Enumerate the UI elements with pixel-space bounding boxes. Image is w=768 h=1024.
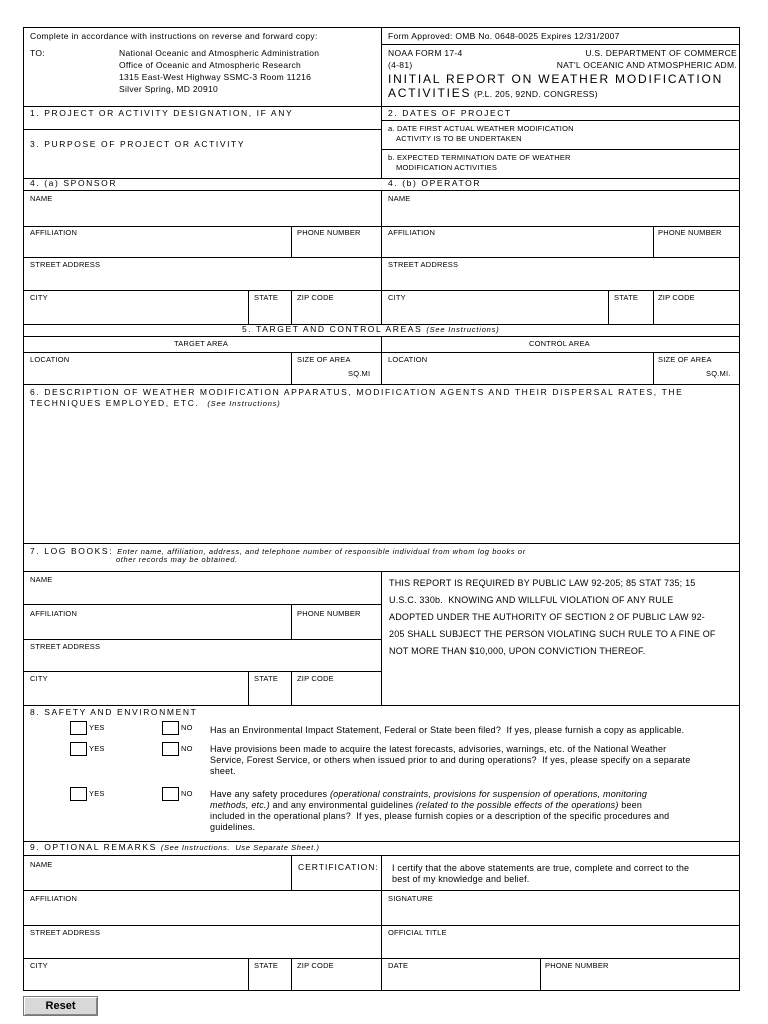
remarks-street-label: STREET ADDRESS <box>30 928 101 937</box>
eis-yes-checkbox[interactable] <box>70 721 87 735</box>
question-forecasts: Have provisions been made to acquire the latest forecasts, advisories, warnings, etc. of the National Weather <box>210 744 667 754</box>
sponsor-zip-label: ZIP CODE <box>297 293 334 302</box>
question-forecasts-cont: Service, Forest Service, or others when issued prior to and during operations? If yes, please specify on a separate <box>210 755 691 765</box>
target-size-label: SIZE OF AREA <box>297 355 351 364</box>
cert-phone-label: PHONE NUMBER <box>545 961 609 970</box>
department: U.S. DEPARTMENT OF COMMERCE <box>585 48 737 58</box>
remarks-city-label: CITY <box>30 961 48 970</box>
to-label: TO: <box>30 48 45 58</box>
logbook-street-label: STREET ADDRESS <box>30 642 101 651</box>
logbook-name-label: NAME <box>30 575 53 584</box>
section-6-label-cont: TECHNIQUES EMPLOYED, ETC. (See Instructions) <box>30 398 281 408</box>
forecast-no-checkbox[interactable] <box>162 742 179 756</box>
sponsor-name-label: NAME <box>30 194 53 203</box>
question-safety-cont: guidelines. <box>210 822 256 832</box>
operator-phone-label: PHONE NUMBER <box>658 228 722 237</box>
certification-text-cont: best of my knowledge and belief. <box>392 874 530 884</box>
logbook-state-label: STATE <box>254 674 279 683</box>
section-6-label: 6. DESCRIPTION OF WEATHER MODIFICATION APPARATUS, MODIFICATION AGENTS AND THEIR DISPERSAL RATES, THE <box>30 387 684 397</box>
sponsor-street-label: STREET ADDRESS <box>30 260 101 269</box>
no-label: NO <box>181 744 193 753</box>
yes-label: YES <box>89 744 105 753</box>
address-line: 1315 East-West Highway SSMC-3 Room 11216 <box>119 72 312 82</box>
yes-label: YES <box>89 723 105 732</box>
question-eis: Has an Environmental Impact Statement, Federal or State been filed? If yes, please furnish a copy as applicable. <box>210 725 685 735</box>
question-forecasts-cont: sheet. <box>210 766 236 776</box>
remarks-affiliation-label: AFFILIATION <box>30 894 78 903</box>
section-9-label: 9. OPTIONAL REMARKS (See Instructions. Use Separate Sheet.) <box>30 842 320 852</box>
control-size-label: SIZE OF AREA <box>658 355 712 364</box>
logbook-zip-label: ZIP CODE <box>297 674 334 683</box>
form-date: (4-81) <box>388 60 413 70</box>
logbook-city-label: CITY <box>30 674 48 683</box>
operator-affiliation-label: AFFILIATION <box>388 228 436 237</box>
sponsor-affiliation-label: AFFILIATION <box>30 228 78 237</box>
section-2a-label-cont: ACTIVITY IS TO BE UNDERTAKEN <box>396 134 522 143</box>
target-location-label: LOCATION <box>30 355 70 364</box>
instruction-text: Complete in accordance with instructions on reverse and forward copy: <box>30 31 318 41</box>
address-line: Silver Spring, MD 20910 <box>119 84 219 94</box>
omb-approval: Form Approved: OMB No. 0648-0025 Expires 12/31/2007 <box>388 31 620 41</box>
section-2b-label: b. EXPECTED TERMINATION DATE OF WEATHER <box>388 153 571 162</box>
control-area-heading: CONTROL AREA <box>529 339 590 348</box>
signature-label: SIGNATURE <box>388 894 433 903</box>
section-1-label: 1. PROJECT OR ACTIVITY DESIGNATION, IF ANY <box>30 108 294 118</box>
operator-zip-label: ZIP CODE <box>658 293 695 302</box>
remarks-state-label: STATE <box>254 961 279 970</box>
logbook-affiliation-label: AFFILIATION <box>30 609 78 618</box>
section-2a-label: a. DATE FIRST ACTUAL WEATHER MODIFICATION <box>388 124 574 133</box>
form-title-line2: ACTIVITIES <box>388 86 472 100</box>
target-area-heading: TARGET AREA <box>174 339 229 348</box>
certification-label: CERTIFICATION: <box>298 862 379 872</box>
operator-street-label: STREET ADDRESS <box>388 260 459 269</box>
target-sqmi-unit: SQ.MI <box>348 369 371 378</box>
certification-text: I certify that the above statements are true, complete and correct to the <box>392 863 690 873</box>
no-label: NO <box>181 723 193 732</box>
section-3-label: 3. PURPOSE OF PROJECT OR ACTIVITY <box>30 139 246 149</box>
reset-button[interactable]: Reset <box>23 996 98 1016</box>
section-5-label: 5. TARGET AND CONTROL AREAS (See Instructions) <box>242 324 500 334</box>
section-8-label: 8. SAFETY AND ENVIRONMENT <box>30 707 198 717</box>
safety-yes-checkbox[interactable] <box>70 787 87 801</box>
control-sqmi-unit: SQ.MI. <box>706 369 731 378</box>
form-title: INITIAL REPORT ON WEATHER MODIFICATION <box>388 72 724 86</box>
sponsor-phone-label: PHONE NUMBER <box>297 228 361 237</box>
yes-label: YES <box>89 789 105 798</box>
remarks-zip-label: ZIP CODE <box>297 961 334 970</box>
section-2-label: 2. DATES OF PROJECT <box>388 108 512 118</box>
sponsor-city-label: CITY <box>30 293 48 302</box>
operator-name-label: NAME <box>388 194 411 203</box>
section-7-label: 7. LOG BOOKS: Enter name, affiliation, address, and telephone number of responsible individual from whom log books or <box>30 546 526 556</box>
question-safety-cont: included in the operational plans? If yes, please furnish copies or a description of the specific procedures and <box>210 811 670 821</box>
operator-state-label: STATE <box>614 293 639 302</box>
forecast-yes-checkbox[interactable] <box>70 742 87 756</box>
remarks-name-label: NAME <box>30 860 53 869</box>
official-title-label: OFFICIAL TITLE <box>388 928 447 937</box>
date-label: DATE <box>388 961 409 970</box>
sponsor-state-label: STATE <box>254 293 279 302</box>
weather-modification-report-form <box>23 27 740 991</box>
section-4a-label: 4. (a) SPONSOR <box>30 178 118 188</box>
section-7-note-cont: other records may be obtained. <box>116 555 238 564</box>
question-safety-cont: methods, etc.) and any environmental guidelines (related to the possible effects of the operations) been <box>210 800 643 810</box>
control-location-label: LOCATION <box>388 355 428 364</box>
safety-no-checkbox[interactable] <box>162 787 179 801</box>
no-label: NO <box>181 789 193 798</box>
logbook-phone-label: PHONE NUMBER <box>297 609 361 618</box>
address-line: National Oceanic and Atmospheric Administration <box>119 48 320 58</box>
operator-city-label: CITY <box>388 293 406 302</box>
eis-no-checkbox[interactable] <box>162 721 179 735</box>
legal-notice: THIS REPORT IS REQUIRED BY PUBLIC LAW 92-205; 85 STAT 735; 15 U.S.C. 330b. KNOWING AND WILLFUL VIOLATION OF ANY RULE ADOPTED UNDER THE AUTHORITY OF SECTION 2 OF PUBLIC LAW 92- 205 SHALL SUBJECT THE PERSON VIOLATING SUCH RULE TO A FINE OF NOT MORE THAN $10,000, UPON CONVICTION THEREOF. <box>389 578 716 656</box>
agency: NAT'L OCEANIC AND ATMOSPHERIC ADM. <box>556 60 737 70</box>
section-2b-label-cont: MODIFICATION ACTIVITIES <box>396 163 498 172</box>
question-safety: Have any safety procedures (operational constraints, provisions for suspension of operations, monitoring <box>210 789 648 799</box>
title-note: (P.L. 205, 92ND. CONGRESS) <box>474 89 598 99</box>
form-number: NOAA FORM 17-4 <box>388 48 463 58</box>
address-line: Office of Oceanic and Atmospheric Research <box>119 60 302 70</box>
section-4b-label: 4. (b) OPERATOR <box>388 178 482 188</box>
